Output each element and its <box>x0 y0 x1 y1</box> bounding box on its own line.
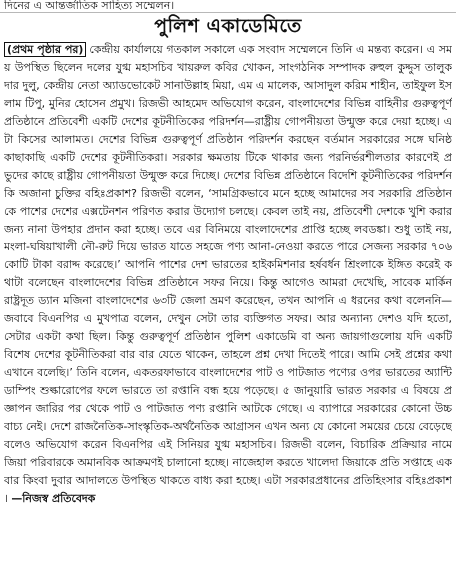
article-byline: —নিজস্ব প্রতিবেদক <box>11 491 96 505</box>
continued-from-label: (প্রথম পৃষ্ঠার পর) <box>4 42 86 57</box>
section-divider <box>0 12 456 13</box>
article-body-container <box>4 41 452 571</box>
article-headline: পুলিশ একাডেমিতে <box>154 15 302 37</box>
article-body-text: কেন্দ্রীয় কার্যালয়ে গতকাল সকালে এক সংবাদ সম্মেলনে তিনি এ মন্তব্য করেন। এ সময় উপস্থিত ছিলেন দলের যুগ্ম মহাসচিব খায়রুল কবির খোকন, সাংগঠনিক সম্পাদক রুহুল কুদ্দুস তালুকদার দুলু, কেন্দ্রীয় নেতা অ্যাডভোকেট সানাউল্লাহ মিয়া, এম এ মালেক, আসাদুল করিম শাহীন, তাইফুল ইসলাম টিপু, মুনির হোসেন প্রমুখ। রিজভী আহমেদ অভিযোগ করেন, বাংলাদেশের বিভিন্ন বাহিনীর গুরুত্বপূর্ণ প্রতিষ্ঠানে প্রতিবেশী একটি দেশের কূটনীতিকের পরিদর্শন—রাষ্ট্রীয় গোপনীয়তা উন্মুক্ত করে দেয়া হচ্ছে। এটা কিসের আলামত। দেশের বিভিন্ন গুরুত্বপূর্ণ প্রতিষ্ঠান পরিদর্শন করছেন বর্তমান সরকারের সঙ্গে ঘনিষ্ঠ কাছাকাছি একটি দেশের কূটনীতিকরা। সরকার ক্ষমতায় টিকে থাকার জন্য পরনির্ভরশীলতার কারণেই প্রভুদের কাছে রাষ্ট্রীয় গোপনীয়তা উন্মুক্ত করে দিচ্ছে। দেশের বিভিন্ন প্রতিষ্ঠানে বিদেশি কূটনীতিকের পরিদর্শন কি অজানা চুক্তির বহিঃপ্রকাশ? রিজভী বলেন, ‘সামগ্রিকভাবে মনে হচ্ছে আমাদের সব সরকারি প্রতিষ্ঠানকে পাশের দেশের এক্সটেনশন পরিণত করার উদ্যোগ চলছে। কেবল তাই নয়, প্রতিবেশী দেশকে খুশি করার জন্য নানা উপহার প্রদান করা হচ্ছে। তবে এর বিনিময়ে বাংলাদেশের প্রাপ্তি হচ্ছে লবডঙ্কা। শুধু তাই নয়, মংলা-ঘষিয়াখালী নৌ-রুট দিয়ে ভারত যাতে সহজে পণ্য আনা-নেওয়া করতে পারে সেজন্য সরকার ৭০৬ কোটি টাকা বরাদ্দ করেছে।’ আপনি পাশের দেশ ভারতের হাইকমিশনার হর্ষবর্ধন শ্রিংলাকে ইঙ্গিত করেই কথাটা বলেছেন বাংলাদেশের বিভিন্ন প্রতিষ্ঠানে সফর নিয়ে। কিন্তু আগেও আমরা দেখেছি, সাবেক মার্কিন রাষ্ট্রদূত ড্যান মজিনা বাংলাদেশের ৬৩টি জেলা ভ্রমণ করেছেন, তখন আপনি এ ধরনের কথা বলেননি— জবাবে বিএনপির এ মুখপাত্র বলেন, দেখুন সেটা তার ব্যক্তিগত সফর। আর অন্যান্য দেশও যদি হতো, সেটার একটা কথা ছিল। কিন্তু গুরুত্বপূর্ণ প্রতিষ্ঠান পুলিশ একাডেমি বা অন্য জায়গাগুলোয় যদি একটি বিশেষ দেশের কূটনীতিকরা বার বার যেতে থাকেন, তাহলে প্রশ্ন দেখা দিতেই পারে। আমি সেই প্রশ্নের কথা এখানে বলেছি।’ তিনি বলেন, একতরফাভাবে বাংলাদেশের পাট ও পাটজাত পণ্যের ওপর ভারতের অ্যান্টি ডাম্পিং শুল্কারোপের ফলে ভারতে তা রপ্তানি বন্ধ হয়ে পড়েছে। ৫ জানুয়ারি ভারত সরকার এ বিষয়ে প্রজ্ঞাপন জারির পর থেকে পাট ও পাটজাত পণ্য রপ্তানি আটকে গেছে। এ ব্যাপারে সরকারের কোনো উচ্চবাচ্য নেই। দেশে রাজনৈতিক-সাংস্কৃতিক-অর্থনৈতিক আগ্রাসন এখন অন্য যে কোনো সময়ের চেয়ে বেড়েছে বলেও অভিযোগ করেন বিএনপির এই সিনিয়র যুগ্ম মহাসচিব। রিজভী বলেন, বিচারিক প্রক্রিয়ার নামে জিয়া পরিবারকে অমানবিক আক্রমণই চালানো হচ্ছে। নাজেহাল করতে খালেদা জিয়াকে প্রতি সপ্তাহে একবার কিংবা দুবার আদালতে উপস্থিত থাকতে বাধ্য করা হচ্ছে। এটা সরকারপ্রধানের প্রতিহিংসার বহিঃপ্রকাশ। <box>4 43 452 505</box>
previous-article-tail: দিনের এ আন্তর্জাতিক সাহিত্য সম্মেলন। <box>4 0 175 12</box>
